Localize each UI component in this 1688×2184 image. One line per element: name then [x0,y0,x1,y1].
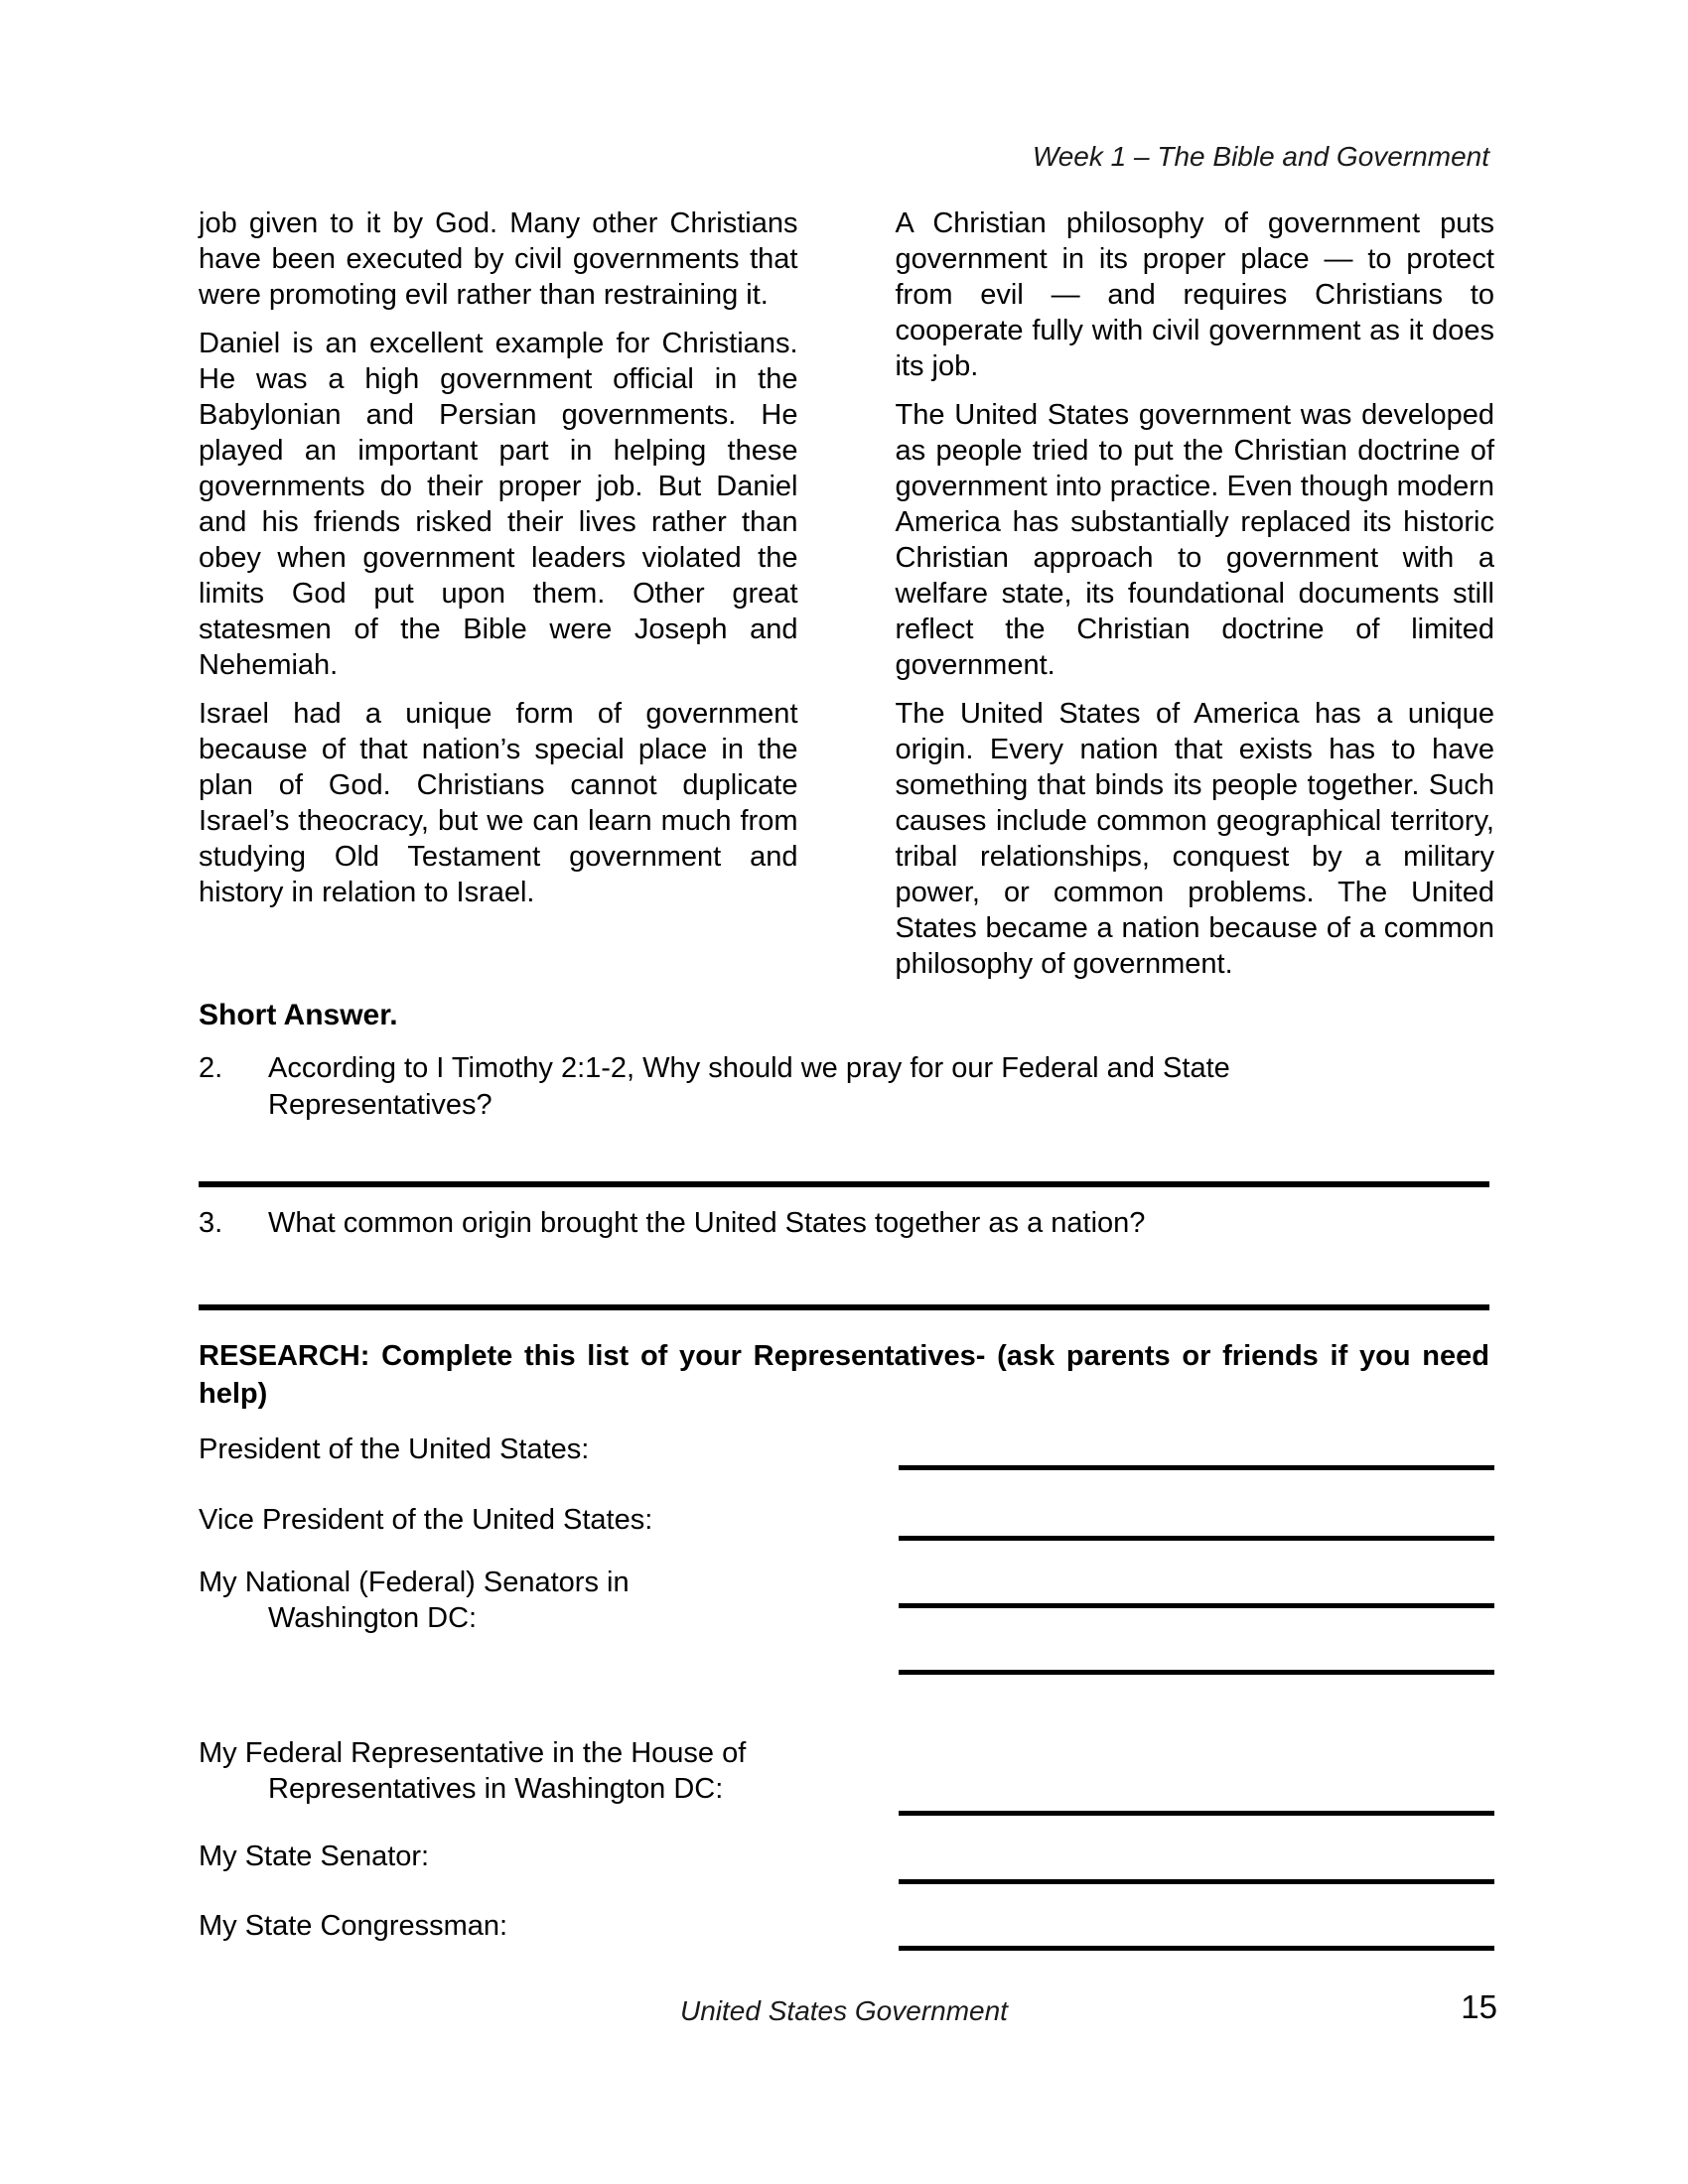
answer-line-question-2 [199,1181,1489,1187]
body-paragraph: Israel had a unique form of government because of that nation’s special place in the plan of God. Christians cannot duplicate Israel’s theocracy, but we can learn much from studying Old Testament government and history in relation to Israel. [199,698,798,908]
article-left-column [199,205,798,995]
body-paragraph: The United States government was developed as people tried to put the Christian doctrine of government into practice. Even though modern America has substantially replaced its historic Christian approach to government with a welfare state, its foundational documents still reflect the Christian doctrine of limited government. [895,399,1494,681]
page-header-title: Week 1 – The Bible and Government [1032,141,1489,172]
article-right-column [896,205,1495,995]
research-label-vice-president: Vice President of the United States: [199,1504,653,1536]
research-label-senators-line2: Washington DC: [268,1602,478,1634]
page-number: 15 [1461,1988,1497,2025]
fill-in-line-president [899,1465,1494,1470]
fill-in-line-senator-1 [899,1603,1494,1608]
body-paragraph: Daniel is an excellent example for Christians. He was a high government official in the Babylonian and Persian governments. He played an important part in helping these governments do their proper job. But Daniel and his friends risked their lives rather than obey when government leaders violated the limits God put upon them. Other great statesmen of the Bible were Joseph and Nehemiah. [199,328,798,681]
body-paragraph: The United States of America has a unique origin. Every nation that exists has to have something that binds its people together. Such causes include common geographical territory, tribal relationships, conquest by a military power, or common problems. The United States became a nation because of a common philosophy of government. [895,698,1494,980]
question-3-number: 3. [199,1207,223,1239]
fill-in-line-vice-president [899,1536,1494,1541]
research-heading: RESEARCH: Complete this list of your Representatives- (ask parents or friends if you need help) [199,1340,1489,1410]
footer-book-title: United States Government [680,1995,1008,2026]
research-label-state-senator: My State Senator: [199,1841,430,1872]
short-answer-heading: Short Answer. [199,999,398,1031]
research-label-state-congressman: My State Congressman: [199,1910,508,1942]
research-label-president: President of the United States: [199,1433,590,1465]
answer-line-question-3 [199,1304,1489,1310]
research-label-senators-line1: My National (Federal) Senators in [199,1567,630,1598]
fill-in-line-state-senator [899,1879,1494,1884]
question-3-text: What common origin brought the United States together as a nation? [268,1207,1146,1239]
fill-in-line-senator-2 [899,1670,1494,1675]
fill-in-line-federal-representative [899,1811,1494,1816]
question-2-number: 2. [199,1052,223,1084]
research-label-federal-representative-line2: Representatives in Washington DC: [268,1773,724,1805]
question-2-text: According to I Timothy 2:1-2, Why should we pray for our Federal and State Representatives? [268,1052,1230,1121]
fill-in-line-state-congressman [899,1946,1494,1951]
body-paragraph: job given to it by God. Many other Christians have been executed by civil governments that were promoting evil rather than restraining it. [199,207,798,311]
question-3 [199,1205,1281,1242]
article-body [199,205,1494,995]
question-2 [199,1050,1281,1124]
body-paragraph: A Christian philosophy of government puts government in its proper place — to protect from evil — and requires Christians to cooperate fully with civil government as it does its job. [895,207,1494,382]
research-label-federal-representative-line1: My Federal Representative in the House of [199,1737,747,1769]
